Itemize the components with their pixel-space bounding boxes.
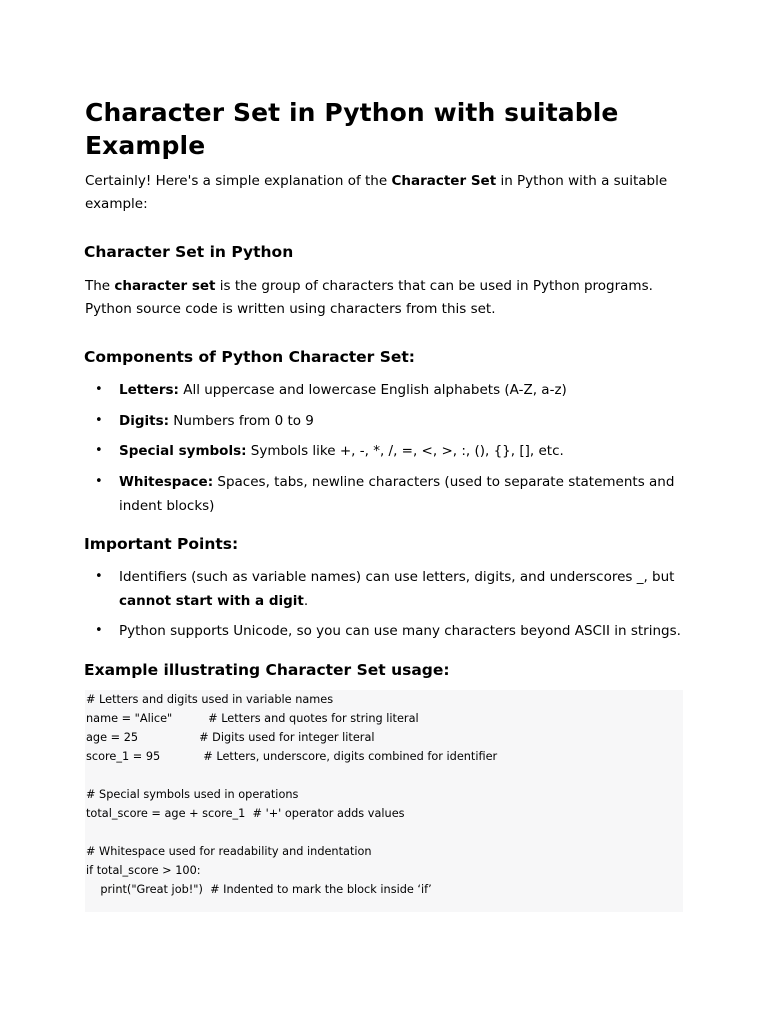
- page-title: Character Set in Python with suitable Example: [85, 98, 619, 160]
- charset-prefix: The: [85, 278, 115, 294]
- item-bold: Whitespace:: [119, 473, 214, 490]
- item-text: Spaces, tabs, newline characters (used to separate statements and indent blocks): [119, 473, 675, 514]
- code-line: # Whitespace used for readability and indentation: [86, 845, 372, 858]
- heading-character-set: Character Set in Python: [84, 243, 294, 261]
- item-text: Numbers from 0 to 9: [169, 412, 314, 429]
- code-line: if total_score > 100:: [86, 864, 201, 877]
- code-block: [85, 690, 683, 912]
- item-bold: Special symbols:: [119, 443, 247, 459]
- code-line: name = "Alice" # Letters and quotes for string literal: [86, 712, 419, 725]
- intro-suffix: in Python with a suitable example:: [85, 173, 668, 212]
- code-line: [86, 766, 683, 785]
- intro-prefix: Certainly! Here's a simple explanation of the: [85, 173, 392, 189]
- item-text: Identifiers (such as variable names) can use letters, digits, and underscores _, but: [119, 568, 675, 585]
- item-text: Python supports Unicode, so you can use many characters beyond ASCII in strings.: [119, 623, 681, 639]
- item-bold: Digits:: [119, 412, 170, 429]
- item-bold: cannot start with a digit: [119, 592, 304, 609]
- heading-components: Components of Python Character Set:: [84, 348, 416, 366]
- code-line: total_score = age + score_1 # '+' operator adds values: [86, 807, 405, 820]
- list-item-letters: [85, 378, 683, 402]
- bullet-icon: •: [95, 568, 103, 584]
- bullet-icon: •: [95, 443, 103, 458]
- list-item-digits: [85, 409, 683, 433]
- bullet-icon: •: [95, 623, 103, 638]
- code-line: age = 25 # Digits used for integer literal: [86, 731, 375, 744]
- bullet-icon: •: [95, 382, 103, 397]
- list-item-unicode: [85, 619, 683, 643]
- document-page: [85, 96, 683, 912]
- item-text: Symbols like +, -, *, /, =, <, >, :, (), {}, [], etc.: [246, 443, 564, 459]
- code-line: # Letters and digits used in variable names: [86, 693, 334, 706]
- heading-example: Example illustrating Character Set usage:: [84, 661, 450, 679]
- heading-important-points: Important Points:: [84, 534, 239, 553]
- code-line: [86, 823, 683, 842]
- item-bold: Letters:: [119, 382, 179, 398]
- important-points-list: [85, 565, 683, 644]
- item-suffix: .: [303, 592, 309, 609]
- character-set-paragraph: [85, 275, 683, 321]
- intro-bold: Character Set: [391, 173, 497, 189]
- bullet-icon: •: [95, 473, 103, 489]
- code-line: print("Great job!") # Indented to mark the block inside ‘if’: [86, 883, 432, 896]
- code-line: # Special symbols used in operations: [86, 788, 299, 801]
- item-text: All uppercase and lowercase English alphabets (A-Z, a-z): [178, 382, 567, 398]
- intro-paragraph: [85, 170, 683, 216]
- list-item-whitespace: [85, 470, 683, 518]
- list-item-special-symbols: [85, 439, 683, 463]
- charset-suffix: is the group of characters that can be used in Python programs. Python source code is written using characters from this set.: [85, 278, 653, 317]
- code-line: score_1 = 95 # Letters, underscore, digits combined for identifier: [86, 750, 498, 763]
- components-list: [85, 378, 683, 518]
- list-item-identifiers: [85, 565, 683, 613]
- charset-bold: character set: [114, 278, 216, 294]
- bullet-icon: •: [95, 412, 103, 428]
